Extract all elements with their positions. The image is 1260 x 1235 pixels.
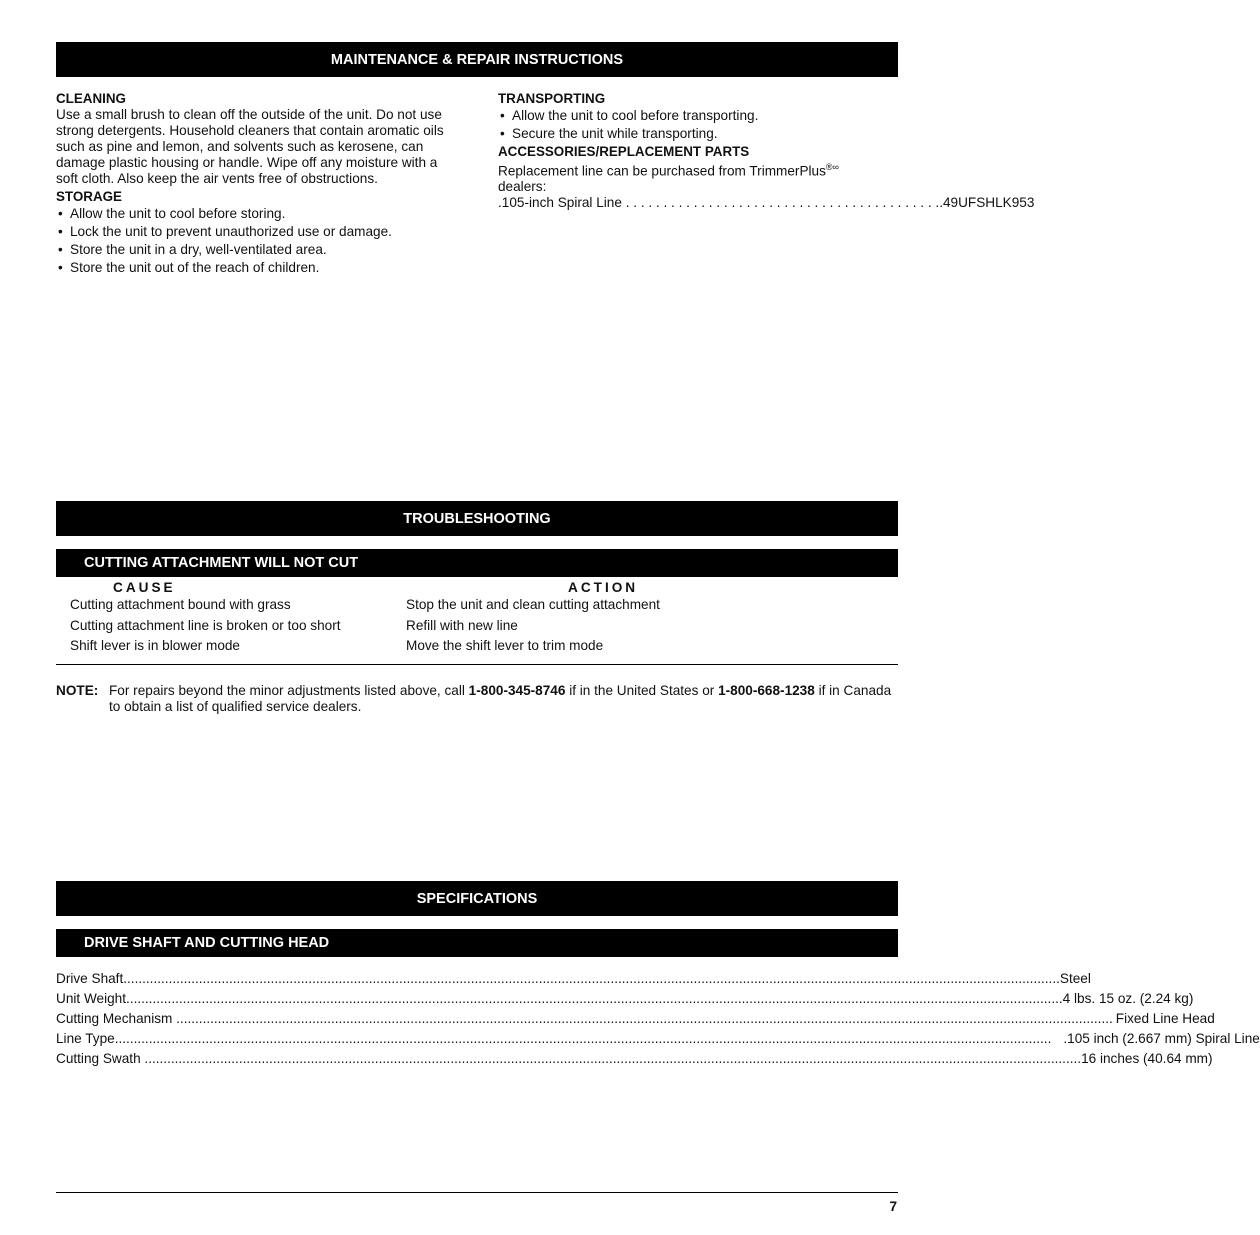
list-item: • Allow the unit to cool before storing.	[56, 205, 452, 223]
accessories-text	[498, 160, 896, 195]
spec-row	[56, 970, 1091, 988]
leader-dots: . . . . . . . . . . . . . . . . . . . . . . . . . . . . . . . . . . . . . . . . . .	[621, 195, 940, 211]
cause-cell: Cutting attachment line is broken or too short	[70, 618, 341, 633]
note	[56, 683, 898, 714]
spec-value: .105 inch (2.667 mm) Spiral Line	[1063, 1031, 1260, 1046]
specifications-header: SPECIFICATIONS	[56, 881, 898, 916]
cause-cell: Shift lever is in blower mode	[70, 638, 240, 653]
spec-row	[56, 1050, 1213, 1068]
leader-dots: ........................................................................................................................................................................................................................................................	[114, 1031, 1052, 1046]
transporting-list	[498, 107, 896, 143]
maintenance-header: MAINTENANCE & REPAIR INSTRUCTIONS	[56, 42, 898, 77]
note-phone-us: 1-800-345-8746	[468, 683, 566, 698]
note-text-part: if in Canada to obtain a list of qualified service dealers.	[109, 683, 892, 714]
spec-label: Line Type	[56, 1031, 115, 1046]
accessories-text-dealers: dealers:	[498, 179, 547, 195]
note-label: NOTE:	[56, 683, 99, 698]
page-number: 7	[889, 1199, 897, 1214]
troubleshooting-subheader: CUTTING ATTACHMENT WILL NOT CUT	[56, 549, 898, 577]
spec-row	[56, 1030, 1260, 1048]
spec-value: 16 inches (40.64 mm)	[1081, 1051, 1213, 1066]
note-text-part: if in the United States or	[565, 683, 719, 698]
note-phone-canada: 1-800-668-1238	[718, 683, 815, 698]
accessories-text-main: Replacement line can be purchased from TrimmerPlus	[498, 163, 826, 179]
spec-label: Cutting Swath	[56, 1051, 141, 1066]
spec-label: Drive Shaft	[56, 971, 124, 986]
table-row	[70, 596, 890, 614]
table-divider	[56, 664, 898, 665]
spec-label: Cutting Mechanism	[56, 1011, 173, 1026]
accessories-title: ACCESSORIES/REPLACEMENT PARTS	[498, 144, 750, 159]
table-row	[70, 617, 890, 635]
maintenance-right-column	[498, 90, 1035, 211]
action-cell: Move the shift lever to trim mode	[406, 638, 604, 653]
cause-cell: Cutting attachment bound with grass	[70, 597, 291, 612]
spec-row	[56, 990, 1194, 1008]
storage-title: STORAGE	[56, 188, 122, 204]
spec-value: 4 lbs. 15 oz. (2.24 kg)	[1062, 991, 1194, 1006]
note-text-part: For repairs beyond the minor adjustments listed above, call	[109, 683, 469, 698]
spec-value: Fixed Line Head	[1115, 1011, 1215, 1026]
leader-dots: ........................................................................................................................................................................................................................................................	[126, 991, 1063, 1006]
cleaning-text: Use a small brush to clean off the outside of the unit. Do not use strong detergents. Household cleaners that contain aromatic oils such as pine and lemon, and solvents such as kerosene, can damage plastic housing or handle. Wipe off any moisture with a soft cloth. Also keep the air vents free of obstructions.	[56, 107, 444, 186]
list-item: • Store the unit in a dry, well-ventilated area.	[56, 241, 452, 259]
list-item: • Allow the unit to cool before transporting.	[498, 107, 896, 125]
list-item: • Store the unit out of the reach of children.	[56, 259, 452, 277]
troubleshooting-header: TROUBLESHOOTING	[56, 501, 898, 536]
spec-value: Steel	[1059, 971, 1091, 986]
list-item: • Secure the unit while transporting.	[498, 125, 896, 143]
transporting-title: TRANSPORTING	[498, 91, 606, 106]
action-cell: Stop the unit and clean cutting attachment	[406, 597, 660, 612]
cleaning-title: CLEANING	[56, 91, 126, 106]
trademark-mark: ®∞	[825, 162, 839, 172]
leader-dots: ........................................................................................................................................................................................................................................................	[123, 971, 1060, 986]
part-number: .49UFSHLK953	[939, 195, 1035, 211]
part-line	[498, 195, 1035, 211]
cause-column-header: CAUSE	[113, 580, 176, 595]
action-cell: Refill with new line	[406, 618, 518, 633]
action-column-header: ACTION	[568, 580, 639, 595]
maintenance-left-column	[56, 90, 452, 277]
part-name: .105-inch Spiral Line	[498, 195, 622, 211]
storage-list	[56, 205, 452, 277]
note-text	[109, 683, 898, 714]
leader-dots: ........................................................................................................................................................................................................................................................	[172, 1011, 1113, 1026]
spec-row	[56, 1010, 1215, 1028]
spec-label: Unit Weight	[56, 991, 127, 1006]
list-item: • Lock the unit to prevent unauthorized use or damage.	[56, 223, 452, 241]
table-row	[70, 637, 890, 655]
leader-dots: ........................................................................................................................................................................................................................................................	[140, 1051, 1082, 1066]
specifications-subheader: DRIVE SHAFT AND CUTTING HEAD	[56, 929, 898, 957]
footer-rule	[56, 1192, 898, 1193]
